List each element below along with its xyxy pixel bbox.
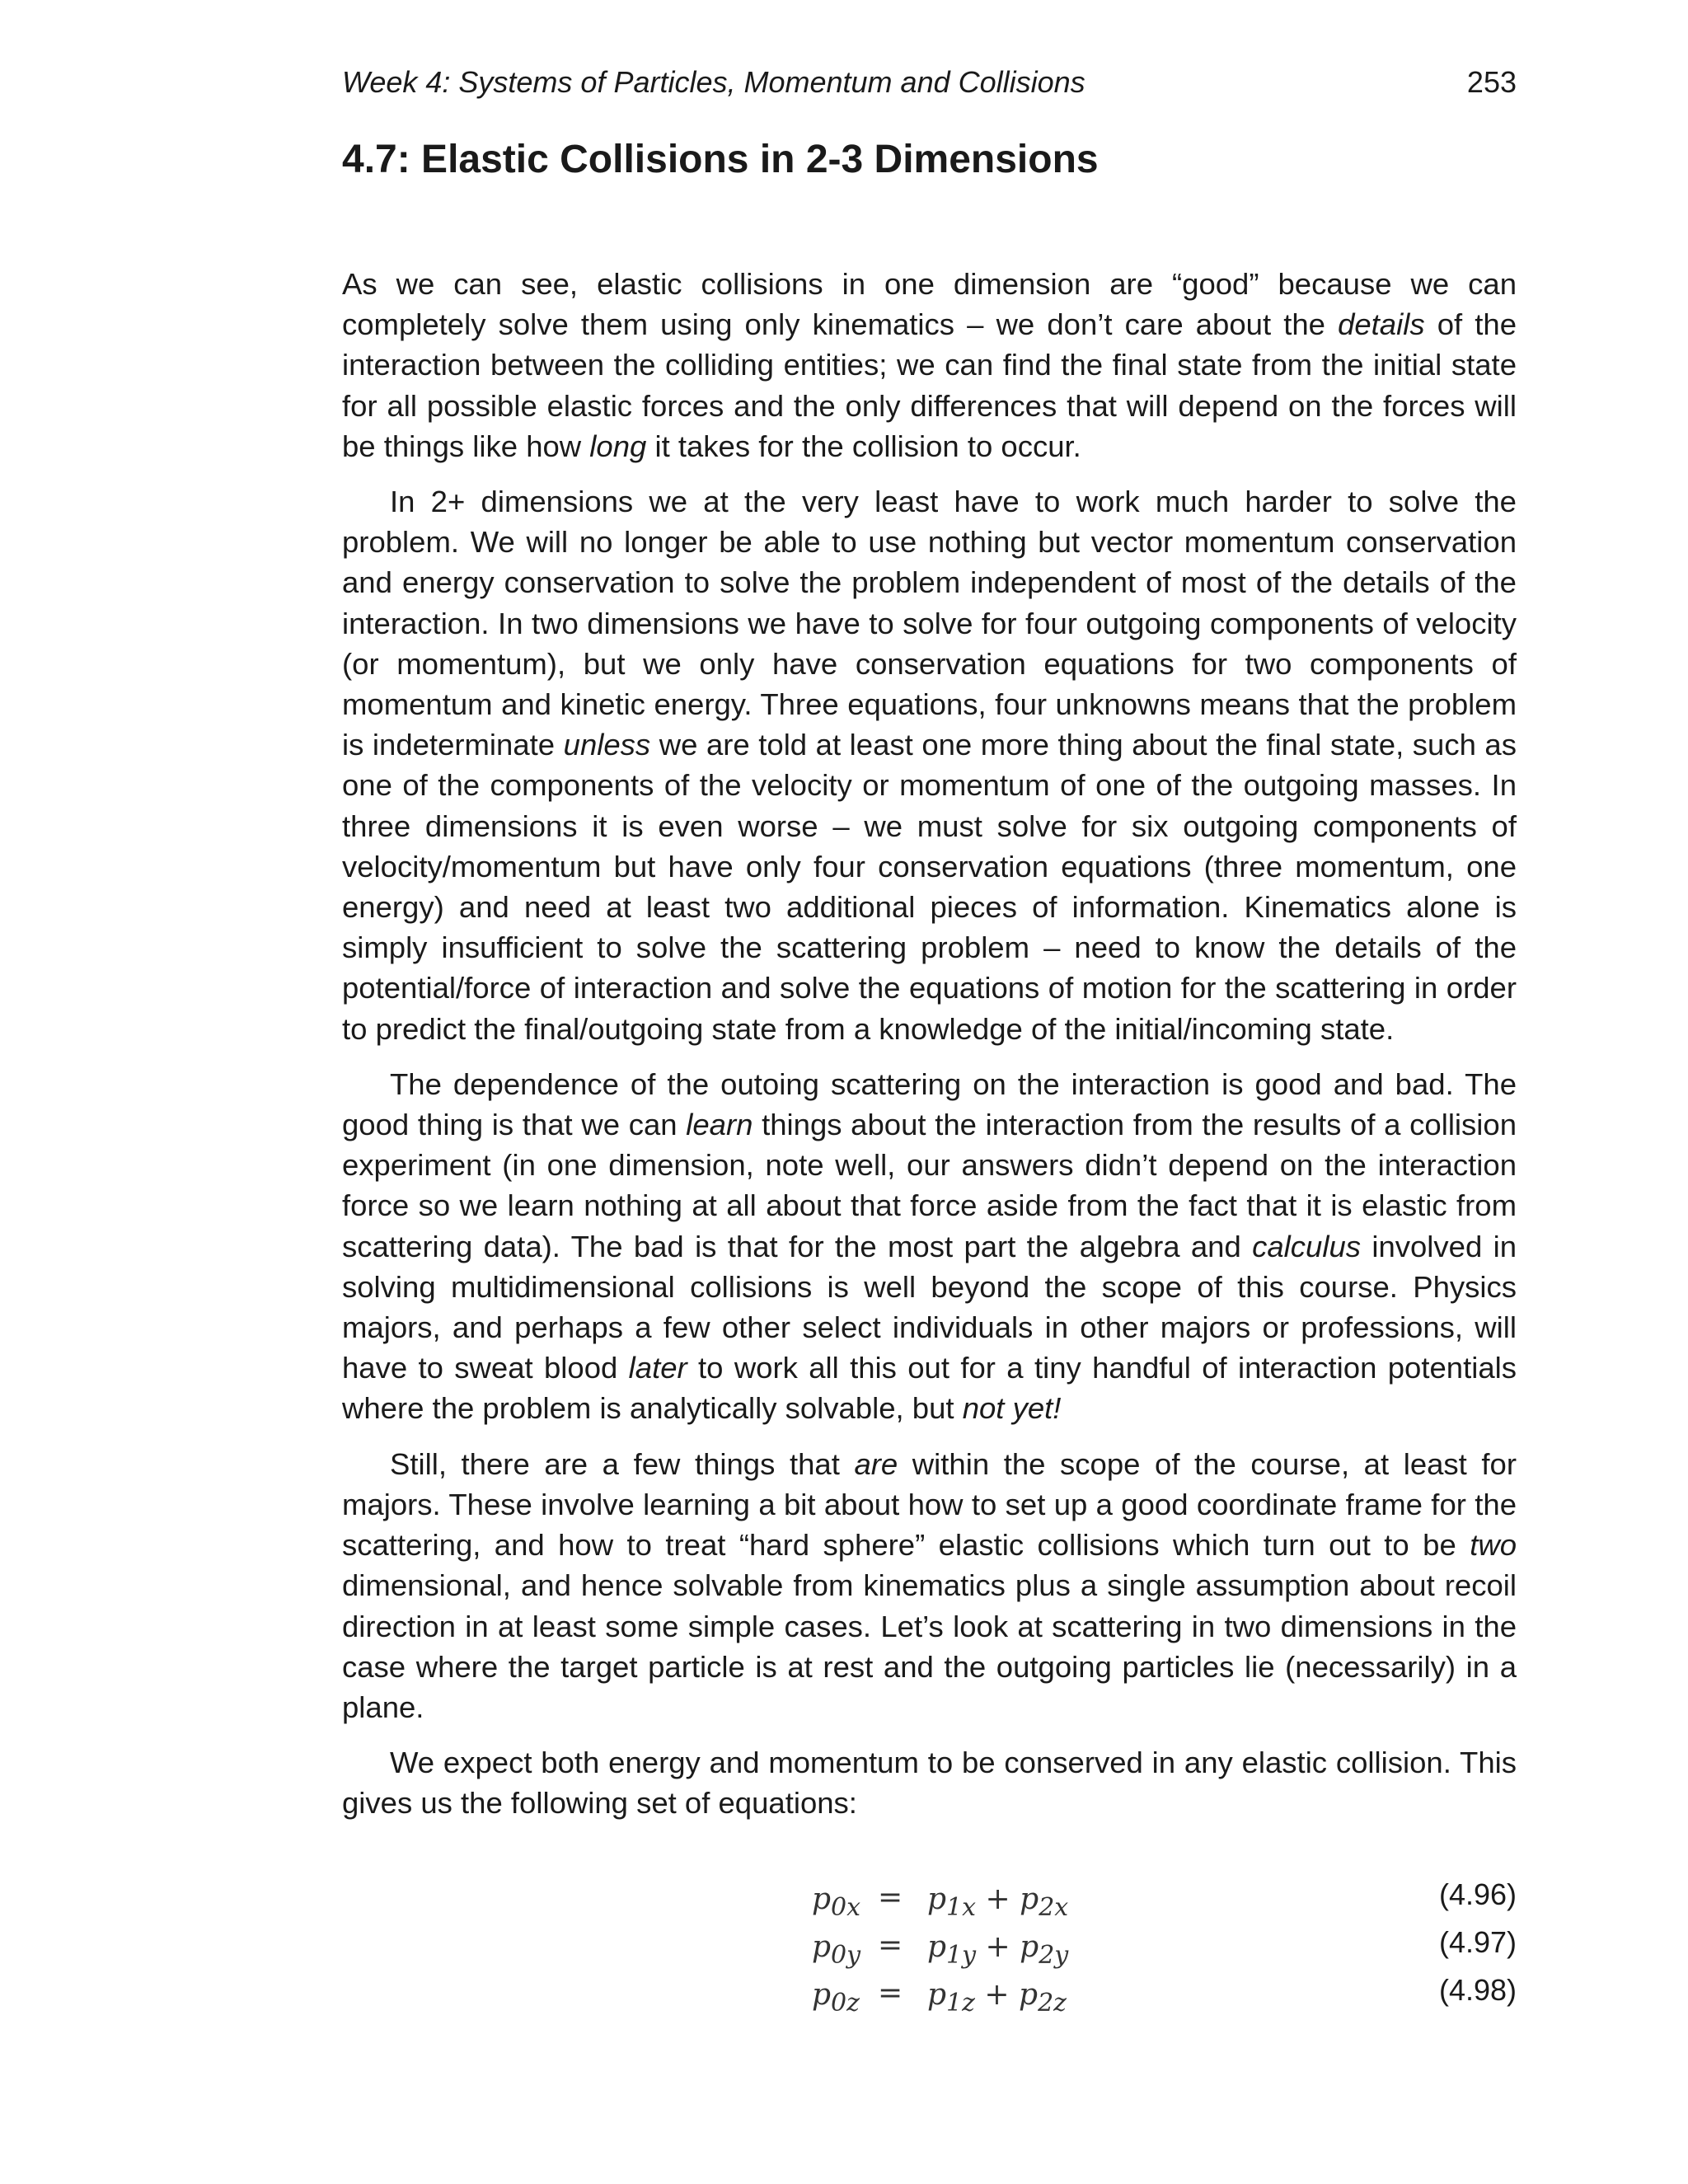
text-run: to work all this out for a tiny handful of interaction potentials where the problem is analytically solvable, but bbox=[342, 1351, 1517, 1426]
equation-relation: = bbox=[878, 1881, 903, 1915]
running-title: Week 4: Systems of Particles, Momentum and Collisions bbox=[342, 65, 1085, 99]
section-heading: 4.7: Elastic Collisions in 2-3 Dimensions bbox=[342, 138, 1099, 181]
equation-number: (4.96) bbox=[1438, 1877, 1517, 1911]
emphasis-text: calculus bbox=[1252, 1229, 1361, 1263]
emphasis-text: later bbox=[628, 1351, 687, 1385]
emphasis-text: are bbox=[854, 1446, 898, 1481]
running-header bbox=[342, 64, 1517, 101]
equation-rhs: $p_{1z} + p_{2z}$ bbox=[927, 1978, 1067, 2018]
paragraph bbox=[342, 1742, 1517, 1823]
text-run: things about the interaction from the results of a collision experiment (in one dimension, note well, our answers didn’t depend on the interaction force so we learn nothing at all about that force aside from the fact that it is elastic from scattering data). The bad is that for the most part the algebra and bbox=[342, 1108, 1517, 1263]
text-run: involved in solving multidimensional collisions is well beyond the scope of this course. Physics majors, and perhaps a few other select individuals in other majors or professions, will have to sweat blood bbox=[342, 1229, 1517, 1385]
text-run: The dependence of the outoing scattering on the interaction is good and bad. The good thing is that we can bbox=[342, 1066, 1517, 1142]
equation-lhs: $p_{0z}$ bbox=[812, 1978, 860, 2018]
equation-relation: = bbox=[878, 1976, 903, 2010]
body-text bbox=[342, 264, 1517, 1839]
text-run: In 2+ dimensions we at the very least have to work much harder to solve the problem. We will no longer be able to use nothing but vector momentum conservation and energy conservation to solve the problem independent of most of the details of the interaction. In two dimensions we have to solve for four outgoing components of velocity (or momentum), but we only have conservation equations for two components of momentum and kinetic energy. Three equations, four unknowns means that the problem is indeterminate bbox=[342, 485, 1517, 762]
text-run: Still, there are a few things that bbox=[390, 1446, 855, 1481]
text-run: As we can see, elastic collisions in one dimension are “good” because we can completely solve them using only kinematics – we don’t care about the bbox=[342, 267, 1517, 342]
emphasis-text: learn bbox=[686, 1108, 753, 1142]
emphasis-text: unless bbox=[563, 728, 651, 762]
equation-rhs: $p_{1x} + p_{2x}$ bbox=[927, 1882, 1069, 1923]
equation-row bbox=[342, 1971, 1517, 2019]
equation-number: (4.97) bbox=[1438, 1925, 1517, 1959]
equation-lhs: $p_{0x}$ bbox=[812, 1882, 861, 1923]
text-run: it takes for the collision to occur. bbox=[646, 429, 1081, 463]
text-run: We expect both energy and momentum to be conserved in any elastic collision. This gives us the following set of equations: bbox=[342, 1746, 1517, 1821]
page-number: 253 bbox=[1466, 65, 1517, 99]
emphasis-text: long bbox=[589, 429, 647, 463]
text-run: we are told at least one more thing about the final state, such as one of the components of the velocity or momentum of one of the outgoing masses. In three dimensions it is even worse – we must solve for six outgoing components of velocity/momentum but have only four conservation equations (three momentum, one energy) and need at least two additional pieces of information. Kinematics alone is simply insufficient to solve the scattering problem – need to know the details of the potential/force of interaction and solve the equations of motion for the scattering in order to predict the final/outgoing state from a knowledge of the initial/incoming state. bbox=[342, 728, 1517, 1046]
equation-relation: = bbox=[878, 1929, 903, 1962]
equation-rhs: $p_{1y} + p_{2y}$ bbox=[927, 1930, 1069, 1971]
equation-lhs: $p_{0y}$ bbox=[812, 1930, 861, 1971]
text-run: dimensional, and hence solvable from kinematics plus a single assumption about recoil direction in at least some simple cases. Let’s look at scattering in two dimensions in the case where the target particle is at rest and the outgoing particles lie (necessarily) in a plane. bbox=[342, 1568, 1517, 1724]
equation-row bbox=[342, 1876, 1517, 1924]
text-run: of the interaction between the colliding entities; we can find the final state from the initial state for all possible elastic forces and the only differences that will depend on the forces will be things like how bbox=[342, 307, 1517, 463]
equation-number: (4.98) bbox=[1438, 1973, 1517, 2007]
paragraph bbox=[342, 481, 1517, 1049]
equation-row bbox=[342, 1924, 1517, 1971]
emphasis-text: details bbox=[1338, 307, 1425, 342]
emphasis-text: two bbox=[1470, 1528, 1517, 1563]
emphasis-text: not yet! bbox=[962, 1391, 1062, 1426]
paragraph bbox=[342, 1064, 1517, 1429]
text-run: within the scope of the course, at least for majors. These involve learning a bit about how to set up a good coordinate frame for the scattering, and how to treat “hard sphere” elastic collisions which turn out to be bbox=[342, 1446, 1517, 1563]
paragraph bbox=[342, 1444, 1517, 1727]
paragraph bbox=[342, 264, 1517, 466]
equation-block bbox=[342, 1876, 1517, 2019]
